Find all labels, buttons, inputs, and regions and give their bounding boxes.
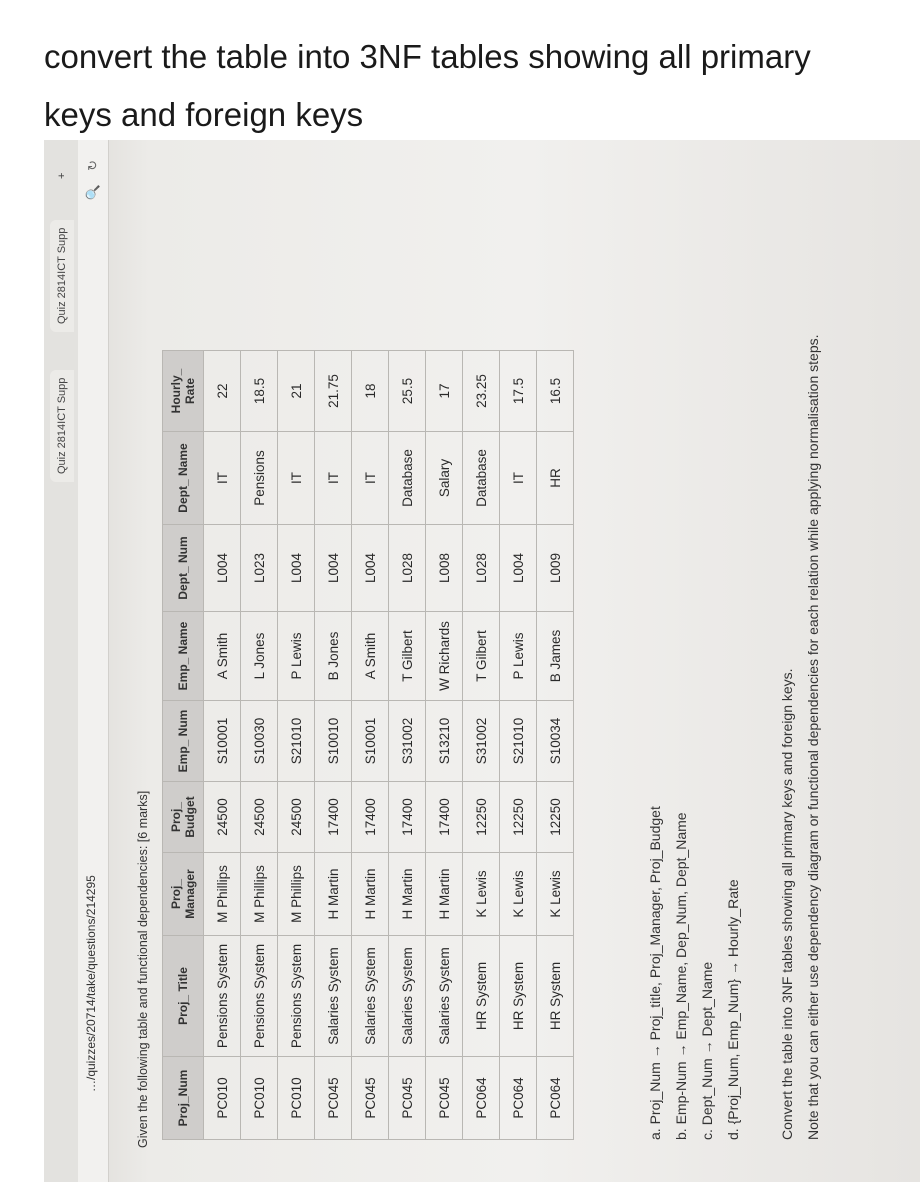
table-cell: 24500 [204, 782, 241, 853]
table-cell: 17 [426, 351, 463, 432]
table-cell: 24500 [278, 782, 315, 853]
new-tab-button[interactable]: + [56, 172, 68, 179]
table-cell: B Jones [315, 612, 352, 701]
table-cell: T Gilbert [389, 612, 426, 701]
table-cell: 23.25 [463, 351, 500, 432]
table-row [426, 351, 463, 1140]
table-header-cell: Emp_ Name [163, 612, 204, 701]
table-cell: S31002 [389, 701, 426, 782]
table-cell: 16.5 [537, 351, 574, 432]
table-cell: Salaries System [426, 936, 463, 1057]
instruction-line: Note that you can either use dependency diagram or functional dependencies for each relation while applying normalisation steps. [805, 334, 821, 1140]
toolbar-icons [85, 160, 101, 211]
table-cell: L009 [537, 525, 574, 612]
table-cell: L004 [352, 525, 389, 612]
table-cell: PC010 [241, 1057, 278, 1140]
table-cell: 25.5 [389, 351, 426, 432]
browser-tab[interactable]: Quiz 2814ICT Supp [50, 220, 74, 332]
table-cell: M Phillips [278, 853, 315, 936]
table-cell: L023 [241, 525, 278, 612]
table-cell: HR System [463, 936, 500, 1057]
table-cell: S10034 [537, 701, 574, 782]
refresh-icon[interactable]: ↻ [85, 160, 100, 171]
table-cell: T Gilbert [463, 612, 500, 701]
table-cell: IT [315, 432, 352, 525]
functional-dependencies [642, 806, 746, 1140]
table-cell: 21 [278, 351, 315, 432]
table-cell: 22 [204, 351, 241, 432]
table-cell: M Phillips [241, 853, 278, 936]
table-cell: P Lewis [500, 612, 537, 701]
table-cell: H Martin [389, 853, 426, 936]
table-cell: Salaries System [352, 936, 389, 1057]
table-cell: S21010 [500, 701, 537, 782]
table-cell: P Lewis [278, 612, 315, 701]
dependency-item: d. {Proj_Num, Emp_Num} → Hourly_Rate [725, 879, 741, 1140]
table-cell: Salaries System [389, 936, 426, 1057]
table-cell: PC010 [204, 1057, 241, 1140]
table-cell: PC010 [278, 1057, 315, 1140]
table-cell: 18.5 [241, 351, 278, 432]
table-cell: 17400 [426, 782, 463, 853]
table-cell: W Richards [426, 612, 463, 701]
table-cell: 12250 [500, 782, 537, 853]
instructions [774, 335, 826, 1141]
table-cell: IT [278, 432, 315, 525]
table-cell: Salaries System [315, 936, 352, 1057]
dependency-item: c. Dept_Num → Dept_Name [699, 961, 715, 1140]
table-header-cell: Proj_ Budget [163, 782, 204, 853]
table-cell: Pensions System [241, 936, 278, 1057]
table-row [315, 351, 352, 1140]
table-cell: A Smith [352, 612, 389, 701]
table-row [204, 351, 241, 1140]
table-header-cell: Proj_ Manager [163, 853, 204, 936]
search-icon[interactable]: 🔍 [85, 184, 100, 201]
table-cell: H Martin [426, 853, 463, 936]
data-table [162, 350, 574, 1140]
table-cell: IT [204, 432, 241, 525]
dependency-item: b. Emp-Num → Emp_Name, Dep_Num, Dept_Name [673, 812, 689, 1140]
table-cell: 17400 [352, 782, 389, 853]
table-cell: S10010 [315, 701, 352, 782]
table-cell: L004 [278, 525, 315, 612]
table-row [537, 351, 574, 1140]
table-cell: 24500 [241, 782, 278, 853]
question-prompt: Given the following table and functional dependencies: [6 marks] [136, 790, 150, 1148]
table-cell: 18 [352, 351, 389, 432]
table-cell: L008 [426, 525, 463, 612]
instruction-line: Convert the table into 3NF tables showing all primary keys and foreign keys. [779, 668, 795, 1140]
table-cell: S31002 [463, 701, 500, 782]
table-cell: Pensions System [278, 936, 315, 1057]
table-cell: B James [537, 612, 574, 701]
table-cell: IT [352, 432, 389, 525]
table-cell: Pensions [241, 432, 278, 525]
table-cell: PC064 [537, 1057, 574, 1140]
table-cell: 21.75 [315, 351, 352, 432]
table-cell: PC045 [389, 1057, 426, 1140]
table-header-row [163, 351, 204, 1140]
table-cell: 17400 [389, 782, 426, 853]
table-cell: H Martin [352, 853, 389, 936]
table-cell: K Lewis [463, 853, 500, 936]
table-body [204, 351, 574, 1140]
table-cell: K Lewis [500, 853, 537, 936]
table-cell: Salary [426, 432, 463, 525]
dependency-item: a. Proj_Num → Proj_title, Proj_Manager, Proj_Budget [647, 806, 663, 1140]
table-cell: IT [500, 432, 537, 525]
table-cell: Pensions System [204, 936, 241, 1057]
table-cell: PC064 [500, 1057, 537, 1140]
table-cell: HR System [500, 936, 537, 1057]
question-heading: convert the table into 3NF tables showing all primary keys and foreign keys [44, 38, 811, 133]
url-text[interactable]: …/quizzes/20714/take/questions/214295 [84, 875, 98, 1092]
table-cell: 17.5 [500, 351, 537, 432]
table-header-cell: Dept_ Name [163, 432, 204, 525]
address-bar [78, 140, 109, 1182]
table-cell: 12250 [537, 782, 574, 853]
table-cell: S13210 [426, 701, 463, 782]
screen-photo [44, 140, 920, 1182]
table-header-cell: Proj_ Title [163, 936, 204, 1057]
table-cell: HR [537, 432, 574, 525]
table-cell: 12250 [463, 782, 500, 853]
browser-tab-bar [44, 140, 79, 1182]
table-cell: S10030 [241, 701, 278, 782]
rotated-screen [44, 140, 920, 1182]
table-cell: S10001 [204, 701, 241, 782]
table-cell: L028 [463, 525, 500, 612]
table-cell: 17400 [315, 782, 352, 853]
table-cell: L Jones [241, 612, 278, 701]
table-cell: HR System [537, 936, 574, 1057]
table-cell: H Martin [315, 853, 352, 936]
table-cell: S10001 [352, 701, 389, 782]
table-cell: PC045 [315, 1057, 352, 1140]
table-cell: PC064 [463, 1057, 500, 1140]
table-cell: A Smith [204, 612, 241, 701]
table-row [278, 351, 315, 1140]
table-header-cell: Emp_ Num [163, 701, 204, 782]
table-cell: L004 [315, 525, 352, 612]
table-cell: Database [463, 432, 500, 525]
table-header-cell: Proj_Num [163, 1057, 204, 1140]
table-cell: L004 [500, 525, 537, 612]
table-cell: PC045 [352, 1057, 389, 1140]
table-cell: Database [389, 432, 426, 525]
table-row [241, 351, 278, 1140]
table-cell: L004 [204, 525, 241, 612]
table-cell: S21010 [278, 701, 315, 782]
table-row [389, 351, 426, 1140]
table-row [500, 351, 537, 1140]
browser-tab[interactable]: Quiz 2814ICT Supp [50, 370, 74, 482]
table-header-cell: Dept_ Num [163, 525, 204, 612]
table-cell: PC045 [426, 1057, 463, 1140]
table-cell: M Phillips [204, 853, 241, 936]
table-cell: L028 [389, 525, 426, 612]
table-cell: K Lewis [537, 853, 574, 936]
table-row [463, 351, 500, 1140]
table-header-cell: Hourly_ Rate [163, 351, 204, 432]
table-row [352, 351, 389, 1140]
